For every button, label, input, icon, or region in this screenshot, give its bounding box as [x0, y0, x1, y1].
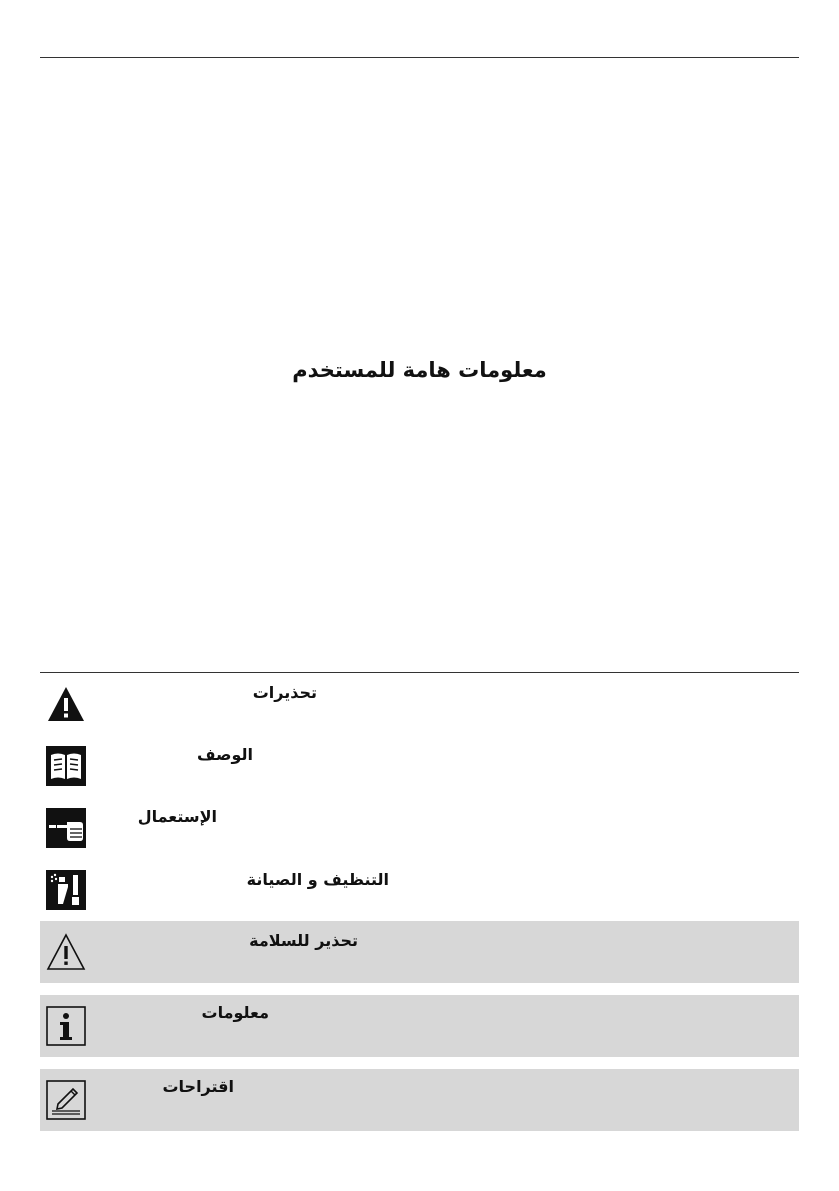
legend-row-information [40, 995, 799, 1057]
legend-label-description: الوصف [196, 745, 253, 764]
legend-label-warnings: تحذيرات [252, 683, 317, 702]
top-divider [40, 57, 799, 58]
info-icon [46, 1006, 86, 1046]
legend-row-usage [40, 804, 799, 850]
legend-divider [40, 672, 799, 673]
safety-warning-outline-icon [46, 932, 86, 972]
legend-label-information: معلومات [201, 1003, 269, 1022]
legend-row-warnings [40, 678, 799, 730]
legend-label-cleaning: التنظيف و الصيانة [246, 870, 389, 889]
page-title: معلومات هامة للمستخدم [292, 358, 547, 382]
legend-row-cleaning [40, 866, 799, 914]
legend-label-suggestions: اقتراحات [162, 1077, 234, 1096]
cleaning-tools-icon [46, 870, 86, 910]
legend-row-suggestions [40, 1069, 799, 1131]
pencil-note-icon [46, 1080, 86, 1120]
warning-triangle-icon [46, 684, 86, 724]
book-icon [46, 746, 86, 786]
legend-label-usage: الإستعمال [137, 807, 217, 826]
legend-label-safety: تحذير للسلامة [249, 931, 358, 950]
legend-row-description [40, 742, 799, 788]
legend-row-safety [40, 921, 799, 983]
hand-pointing-icon [46, 808, 86, 848]
